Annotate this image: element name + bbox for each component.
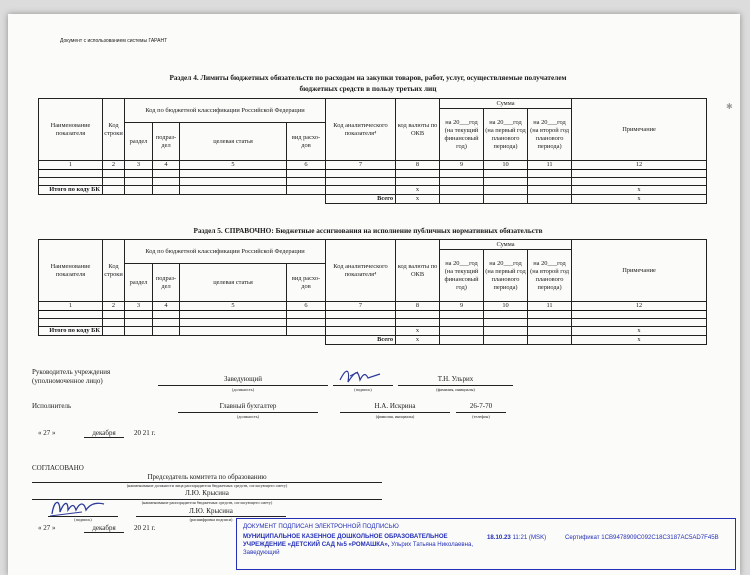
executor-phone-caption: (телефон) bbox=[472, 414, 490, 419]
header-sum: Сумма bbox=[440, 240, 572, 250]
stamp-title: ДОКУМЕНТ ПОДПИСАН ЭЛЕКТРОННОЙ ПОДПИСЬЮ bbox=[243, 523, 399, 530]
col-num: 9 bbox=[440, 302, 484, 311]
header-sum2: на 20___год (на первый год планового периода) bbox=[484, 109, 528, 161]
agreed-label: СОГЛАСОВАНО bbox=[32, 464, 84, 472]
executor-position-caption: (должность) bbox=[237, 414, 259, 419]
agreed-name: Л.Ю. Крысина bbox=[185, 489, 229, 497]
header-note: Примечание bbox=[572, 99, 707, 161]
date2-day: « 27 » bbox=[38, 524, 56, 532]
col-num: 6 bbox=[287, 302, 326, 311]
col-num: 4 bbox=[153, 302, 180, 311]
header-note: Примечание bbox=[572, 240, 707, 302]
head-fio-caption: (фамилия, инициалы) bbox=[436, 387, 475, 392]
header-article: целевая статья bbox=[180, 123, 287, 161]
executor-label: Исполнитель bbox=[32, 402, 72, 410]
col-num: 7 bbox=[326, 161, 396, 170]
stamp-time: 11:21 (MSK) bbox=[512, 534, 547, 541]
garant-note: Документ с использованием системы ГАРАНТ bbox=[60, 38, 168, 44]
col-num: 7 bbox=[326, 302, 396, 311]
header-sum1: на 20___год (на текущий финансовый год) bbox=[440, 250, 484, 302]
agreed-position-caption: (наименование должности лица распорядителя бюджетных средств, согласующего смету) bbox=[126, 483, 288, 488]
stamp-person: Ульрих Татьяна Николаевна, Заведующий bbox=[243, 541, 474, 556]
executor-name: Н.А. Искрина bbox=[374, 402, 416, 410]
date2-year: 20 21 г. bbox=[134, 524, 156, 532]
col-num: 10 bbox=[484, 302, 528, 311]
header-analytic: Код аналитического показателя⁴ bbox=[326, 99, 396, 161]
head-signature-caption: (подпись) bbox=[354, 387, 372, 392]
x-mark: x bbox=[396, 186, 440, 195]
total-all-label: Всего bbox=[326, 195, 396, 204]
x-mark: x bbox=[396, 327, 440, 336]
head-position: Заведующий bbox=[223, 375, 263, 383]
agreed-signature-caption: (подпись) bbox=[74, 517, 92, 522]
col-num: 4 bbox=[153, 161, 180, 170]
table-row bbox=[39, 311, 707, 319]
header-sum1: на 20___год (на текущий финансовый год) bbox=[440, 109, 484, 161]
header-podrazdel: подраз-дел bbox=[153, 264, 180, 302]
section5-title: Раздел 5. СПРАВОЧНО: Бюджетные ассигнования на исполнение публичных нормативных обязательств bbox=[193, 226, 543, 235]
stamp-organization bbox=[243, 533, 483, 557]
header-name: Наименование показателя bbox=[39, 240, 103, 302]
x-mark: x bbox=[572, 195, 707, 204]
header-classification: Код по бюджетной классификации Российской Федерации bbox=[125, 240, 326, 264]
agreed-org-caption: (наименование распорядителя бюджетных средств, согласующего смету) bbox=[141, 500, 273, 505]
col-num: 3 bbox=[125, 302, 153, 311]
total-bk-row bbox=[39, 327, 707, 336]
pin-icon: ✱ bbox=[726, 102, 733, 111]
col-num: 10 bbox=[484, 161, 528, 170]
section4-title-line1: Раздел 4. Лимиты бюджетных обязательств по расходам на закупки товаров, работ, услуг, осуществляемые получателем bbox=[169, 73, 567, 82]
header-analytic: Код аналитического показателя⁴ bbox=[326, 240, 396, 302]
col-num: 8 bbox=[396, 161, 440, 170]
col-num: 2 bbox=[103, 161, 125, 170]
col-num: 3 bbox=[125, 161, 153, 170]
head-position-caption: (должность) bbox=[232, 387, 254, 392]
col-num: 5 bbox=[180, 161, 287, 170]
header-name: Наименование показателя bbox=[39, 99, 103, 161]
header-razdel: раздел bbox=[125, 123, 153, 161]
electronic-signature-stamp bbox=[236, 518, 736, 570]
total-bk-label: Итого по коду БК bbox=[39, 327, 103, 336]
head-name: Т.Н. Ульрих bbox=[437, 375, 474, 383]
agreed-decoding-caption: (расшифровка подписи) bbox=[189, 517, 233, 522]
header-razdel: раздел bbox=[125, 264, 153, 302]
agreed-position: Председатель комитета по образованию bbox=[147, 473, 267, 481]
section4-title bbox=[98, 72, 638, 94]
total-all-row bbox=[39, 195, 707, 204]
header-currency: код валюты по ОКВ bbox=[396, 99, 440, 161]
x-mark: x bbox=[396, 195, 440, 204]
total-bk-row bbox=[39, 186, 707, 195]
executor-position: Главный бухгалтер bbox=[219, 402, 277, 410]
stamp-certificate: Сертификат 1CB9478909C092C18C3187AC5AD7F45B bbox=[565, 534, 719, 541]
document-page bbox=[8, 14, 740, 575]
date-month: декабря bbox=[84, 429, 124, 438]
date2-month: декабря bbox=[84, 524, 124, 533]
total-all-label: Всего bbox=[326, 336, 396, 345]
stamp-org-name: МУНИЦИПАЛЬНОЕ КАЗЕННОЕ ДОШКОЛЬНОЕ ОБРАЗОВАТЕЛЬНОЕ УЧРЕЖДЕНИЕ «ДЕТСКИЙ САД №5 «РОМАШКА», bbox=[243, 533, 448, 548]
header-vid: вид расхо-дов bbox=[287, 264, 326, 302]
executor-fio-caption: (фамилия, инициалы) bbox=[375, 414, 415, 419]
header-currency: код валюты по ОКВ bbox=[396, 240, 440, 302]
x-mark: x bbox=[572, 186, 707, 195]
executor-phone: 26-7-70 bbox=[469, 402, 493, 410]
header-code: Код строки bbox=[103, 240, 125, 302]
header-sum2: на 20___год (на первый год планового периода) bbox=[484, 250, 528, 302]
header-podrazdel: подраз-дел bbox=[153, 123, 180, 161]
col-num: 12 bbox=[572, 161, 707, 170]
table-row bbox=[39, 170, 707, 178]
stamp-datetime bbox=[487, 534, 546, 541]
col-num: 5 bbox=[180, 302, 287, 311]
date-day: « 27 » bbox=[38, 429, 56, 437]
header-sum: Сумма bbox=[440, 99, 572, 109]
col-num: 11 bbox=[528, 302, 572, 311]
section4-title-line2: бюджетных средств в пользу третьих лиц bbox=[299, 84, 437, 93]
header-vid: вид расхо-дов bbox=[287, 123, 326, 161]
section4-table bbox=[38, 98, 707, 204]
header-sum3: на 20___год (на второй год планового периода) bbox=[528, 109, 572, 161]
header-code: Код строки bbox=[103, 99, 125, 161]
col-num: 1 bbox=[39, 302, 103, 311]
date-year: 20 21 г. bbox=[134, 429, 156, 437]
x-mark: x bbox=[572, 336, 707, 345]
col-num: 2 bbox=[103, 302, 125, 311]
header-sum3: на 20___год (на второй год планового периода) bbox=[528, 250, 572, 302]
col-num: 1 bbox=[39, 161, 103, 170]
col-num: 6 bbox=[287, 161, 326, 170]
head-label: Руководитель учреждения (уполномоченное лицо) bbox=[32, 368, 111, 385]
col-num: 9 bbox=[440, 161, 484, 170]
x-mark: x bbox=[572, 327, 707, 336]
section5-table bbox=[38, 239, 707, 345]
stamp-date: 18.10.23 bbox=[487, 534, 511, 541]
col-num: 8 bbox=[396, 302, 440, 311]
table-row bbox=[39, 178, 707, 186]
total-all-row bbox=[39, 336, 707, 345]
col-num: 12 bbox=[572, 302, 707, 311]
table-row bbox=[39, 319, 707, 327]
header-article: целевая статья bbox=[180, 264, 287, 302]
agreed-name2: Л.Ю. Крысина bbox=[189, 507, 233, 515]
header-classification: Код по бюджетной классификации Российской Федерации bbox=[125, 99, 326, 123]
x-mark: x bbox=[396, 336, 440, 345]
total-bk-label: Итого по коду БК bbox=[39, 186, 103, 195]
col-num: 11 bbox=[528, 161, 572, 170]
